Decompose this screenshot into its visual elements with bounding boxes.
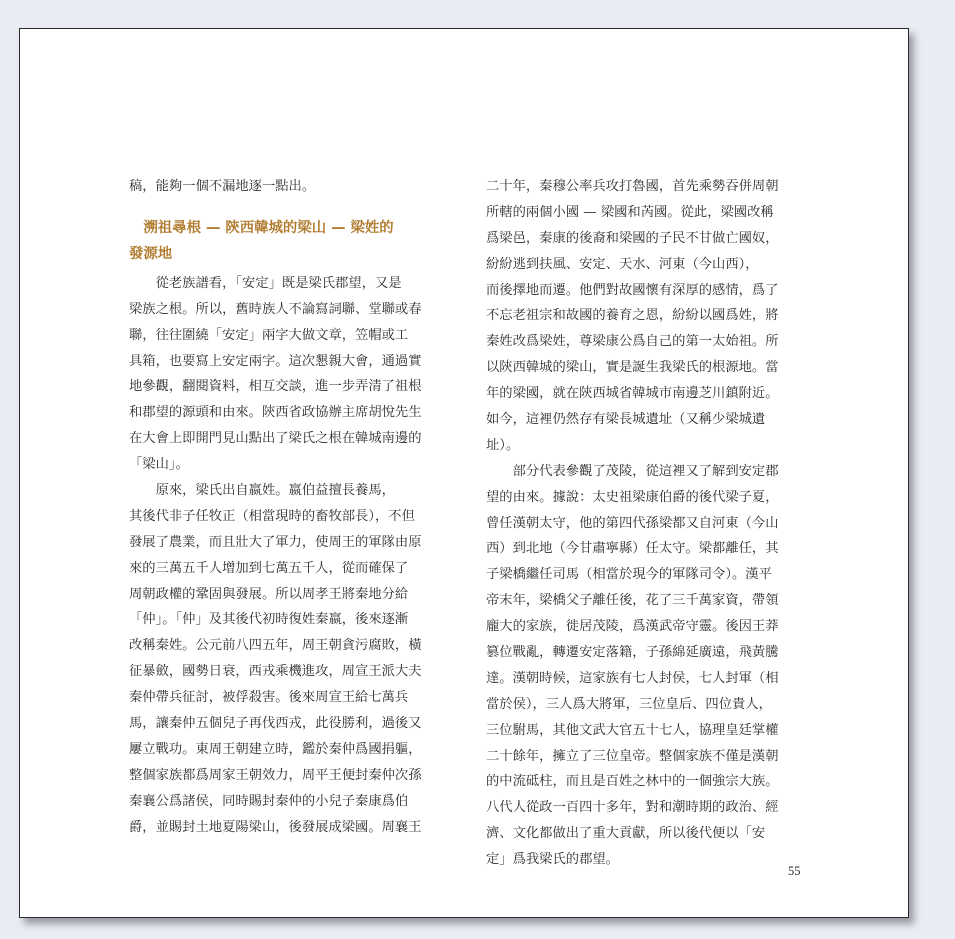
right-column	[486, 174, 808, 873]
text-line: 發展了農業，而且壯大了軍力，使周王的軍隊由原	[129, 534, 422, 550]
text-line: 而後擇地而遷。他們對故國懷有深厚的感情，爲了	[486, 282, 779, 298]
text-line: 濟、文化都做出了重大貢獻，所以後代便以「安	[486, 826, 766, 842]
text-line: 以陝西韓城的梁山，實是誕生我梁氏的根源地。當	[486, 360, 779, 376]
text-line: 在大會上即開門見山點出了梁氏之根在韓城南邊的	[129, 431, 422, 447]
text-line: 整個家族都爲周家王朝效力，周平王便封秦仲次孫	[129, 767, 422, 783]
text-line: 秦仲帶兵征討，被俘殺害。後來周宣王給七萬兵	[129, 690, 409, 706]
text-line: 二十餘年，擁立了三位皇帝。整個家族不僅是漢朝	[486, 748, 779, 764]
book-page	[19, 28, 909, 918]
text-line: 具箱，也要寫上安定兩字。這次懇親大會，通過實	[129, 353, 422, 369]
text-line: 來的三萬五千人增加到七萬五千人，從而確保了	[129, 560, 409, 576]
text-line: 不忘老祖宗和故國的養育之恩，紛紛以國爲姓，將	[486, 308, 779, 324]
text-line: 望的由來。據說：太史祖梁康伯爵的後代梁子夏，	[486, 489, 779, 505]
paragraph	[486, 459, 808, 873]
text-line: 稿，能夠一個不漏地逐一點出。	[129, 179, 316, 194]
text-line: 周朝政權的鞏固與發展。所以周孝王將秦地分給	[129, 586, 409, 602]
text-line: 西）到北地（今甘肅寧縣）任太守。梁都離任，其	[486, 541, 779, 557]
text-line: 子梁橋繼任司馬（相當於現今的軍隊司令）。漢平	[486, 567, 772, 583]
text-line: 帝末年，梁橋父子離任後，花了三千萬家資，帶領	[486, 593, 779, 609]
paragraph	[486, 174, 808, 459]
paragraph	[129, 478, 451, 840]
heading-line: 發源地	[129, 245, 173, 262]
text-line: 八代人從政一百四十多年，對和潮時期的政治、經	[486, 800, 779, 816]
text-line: 的中流砥柱，而且是百姓之林中的一個強宗大族。	[486, 774, 779, 790]
text-line: 紛紛逃到扶風、安定、天水、河東（今山西），	[486, 256, 759, 272]
text-line: 部分代表參觀了茂陵，從這裡又了解到安定郡	[486, 463, 779, 479]
text-line: 其後代非子任牧正（相當現時的畜牧部長），不但	[129, 508, 415, 524]
text-line: 三位駙馬，其他文武大官五十七人，協理皇廷掌權	[486, 722, 779, 738]
text-line: 爵，並賜封土地夏陽梁山，後發展成梁國。周襄王	[129, 819, 422, 835]
text-line: 從老族譜看，「安定」既是梁氏郡望，又是	[129, 275, 402, 291]
text-line: 如今，這裡仍然存有梁長城遺址（又稱少梁城遺	[486, 412, 766, 428]
text-line: 二十年，秦穆公率兵攻打魯國，首先乘勢吞併周朝	[486, 179, 779, 194]
intro-line	[129, 174, 451, 200]
text-line: 定」爲我梁氏的郡望。	[486, 852, 619, 868]
text-line: 址）。	[486, 437, 520, 453]
text-line: 馬，讓秦仲五個兒子再伐西戎，此役勝利，過後又	[129, 716, 422, 732]
text-line: 曾任漢朝太守，他的第四代孫梁都又自河東（今山	[486, 515, 779, 531]
left-column	[129, 174, 451, 840]
text-line: 篡位戰亂，轉遷安定落籍，子孫綿延廣遠，飛黃騰	[486, 645, 779, 661]
text-line: 所轄的兩個小國 — 梁國和芮國。從此，梁國改稱	[486, 204, 774, 220]
text-line: 年的梁國，就在陝西城省韓城市南邊芝川鎮附近。	[486, 386, 779, 402]
text-line: 秦姓改爲梁姓，尊梁康公爲自己的第一太始祖。所	[486, 334, 779, 350]
text-line: 改稱秦姓。公元前八四五年，周王朝貪污腐敗，橫	[129, 638, 422, 654]
page-number: 55	[788, 864, 801, 878]
text-line: 和郡望的源頭和由來。陝西省政協辦主席胡悅先生	[129, 405, 422, 421]
text-line: 原來，梁氏出自嬴姓。嬴伯益擅長養馬，	[129, 483, 395, 499]
text-line: 龐大的家族，徙居茂陵，爲漢武帝守靈。後因王莽	[486, 619, 779, 635]
paragraph	[129, 271, 451, 478]
text-line: 屢立戰功。東周王朝建立時，鑑於秦仲爲國捐軀，	[129, 741, 422, 757]
heading-line: 溯祖尋根 — 陝西韓城的梁山 — 梁姓的	[129, 219, 394, 236]
text-line: 當於侯），三人爲大將軍，三位皇后、四位貴人，	[486, 696, 772, 712]
text-line: 地參觀，翻閱資料，相互交談，進一步弄清了祖根	[129, 379, 422, 395]
text-line: 梁族之根。所以，舊時族人不論寫詞聯、堂聯或春	[129, 301, 422, 317]
text-line: 達。漢朝時候，這家族有七人封侯，七人封軍（相	[486, 670, 779, 686]
text-line: 「仲」。「仲」及其後代初時復姓秦嬴，後來逐漸	[129, 612, 409, 628]
text-line: 秦襄公爲諸侯，同時賜封秦仲的小兒子秦康爲伯	[129, 793, 409, 809]
text-line: 聯，往往圍繞「安定」兩字大做文章，笠帽或工	[129, 327, 409, 343]
text-line: 爲梁邑，秦康的後裔和梁國的子民不甘做亡國奴，	[486, 230, 779, 246]
text-line: 「梁山」。	[129, 457, 189, 473]
text-line: 征暴斂，國勢日衰，西戎乘機進攻，周宣王派大夫	[129, 664, 422, 680]
section-heading	[129, 215, 451, 267]
